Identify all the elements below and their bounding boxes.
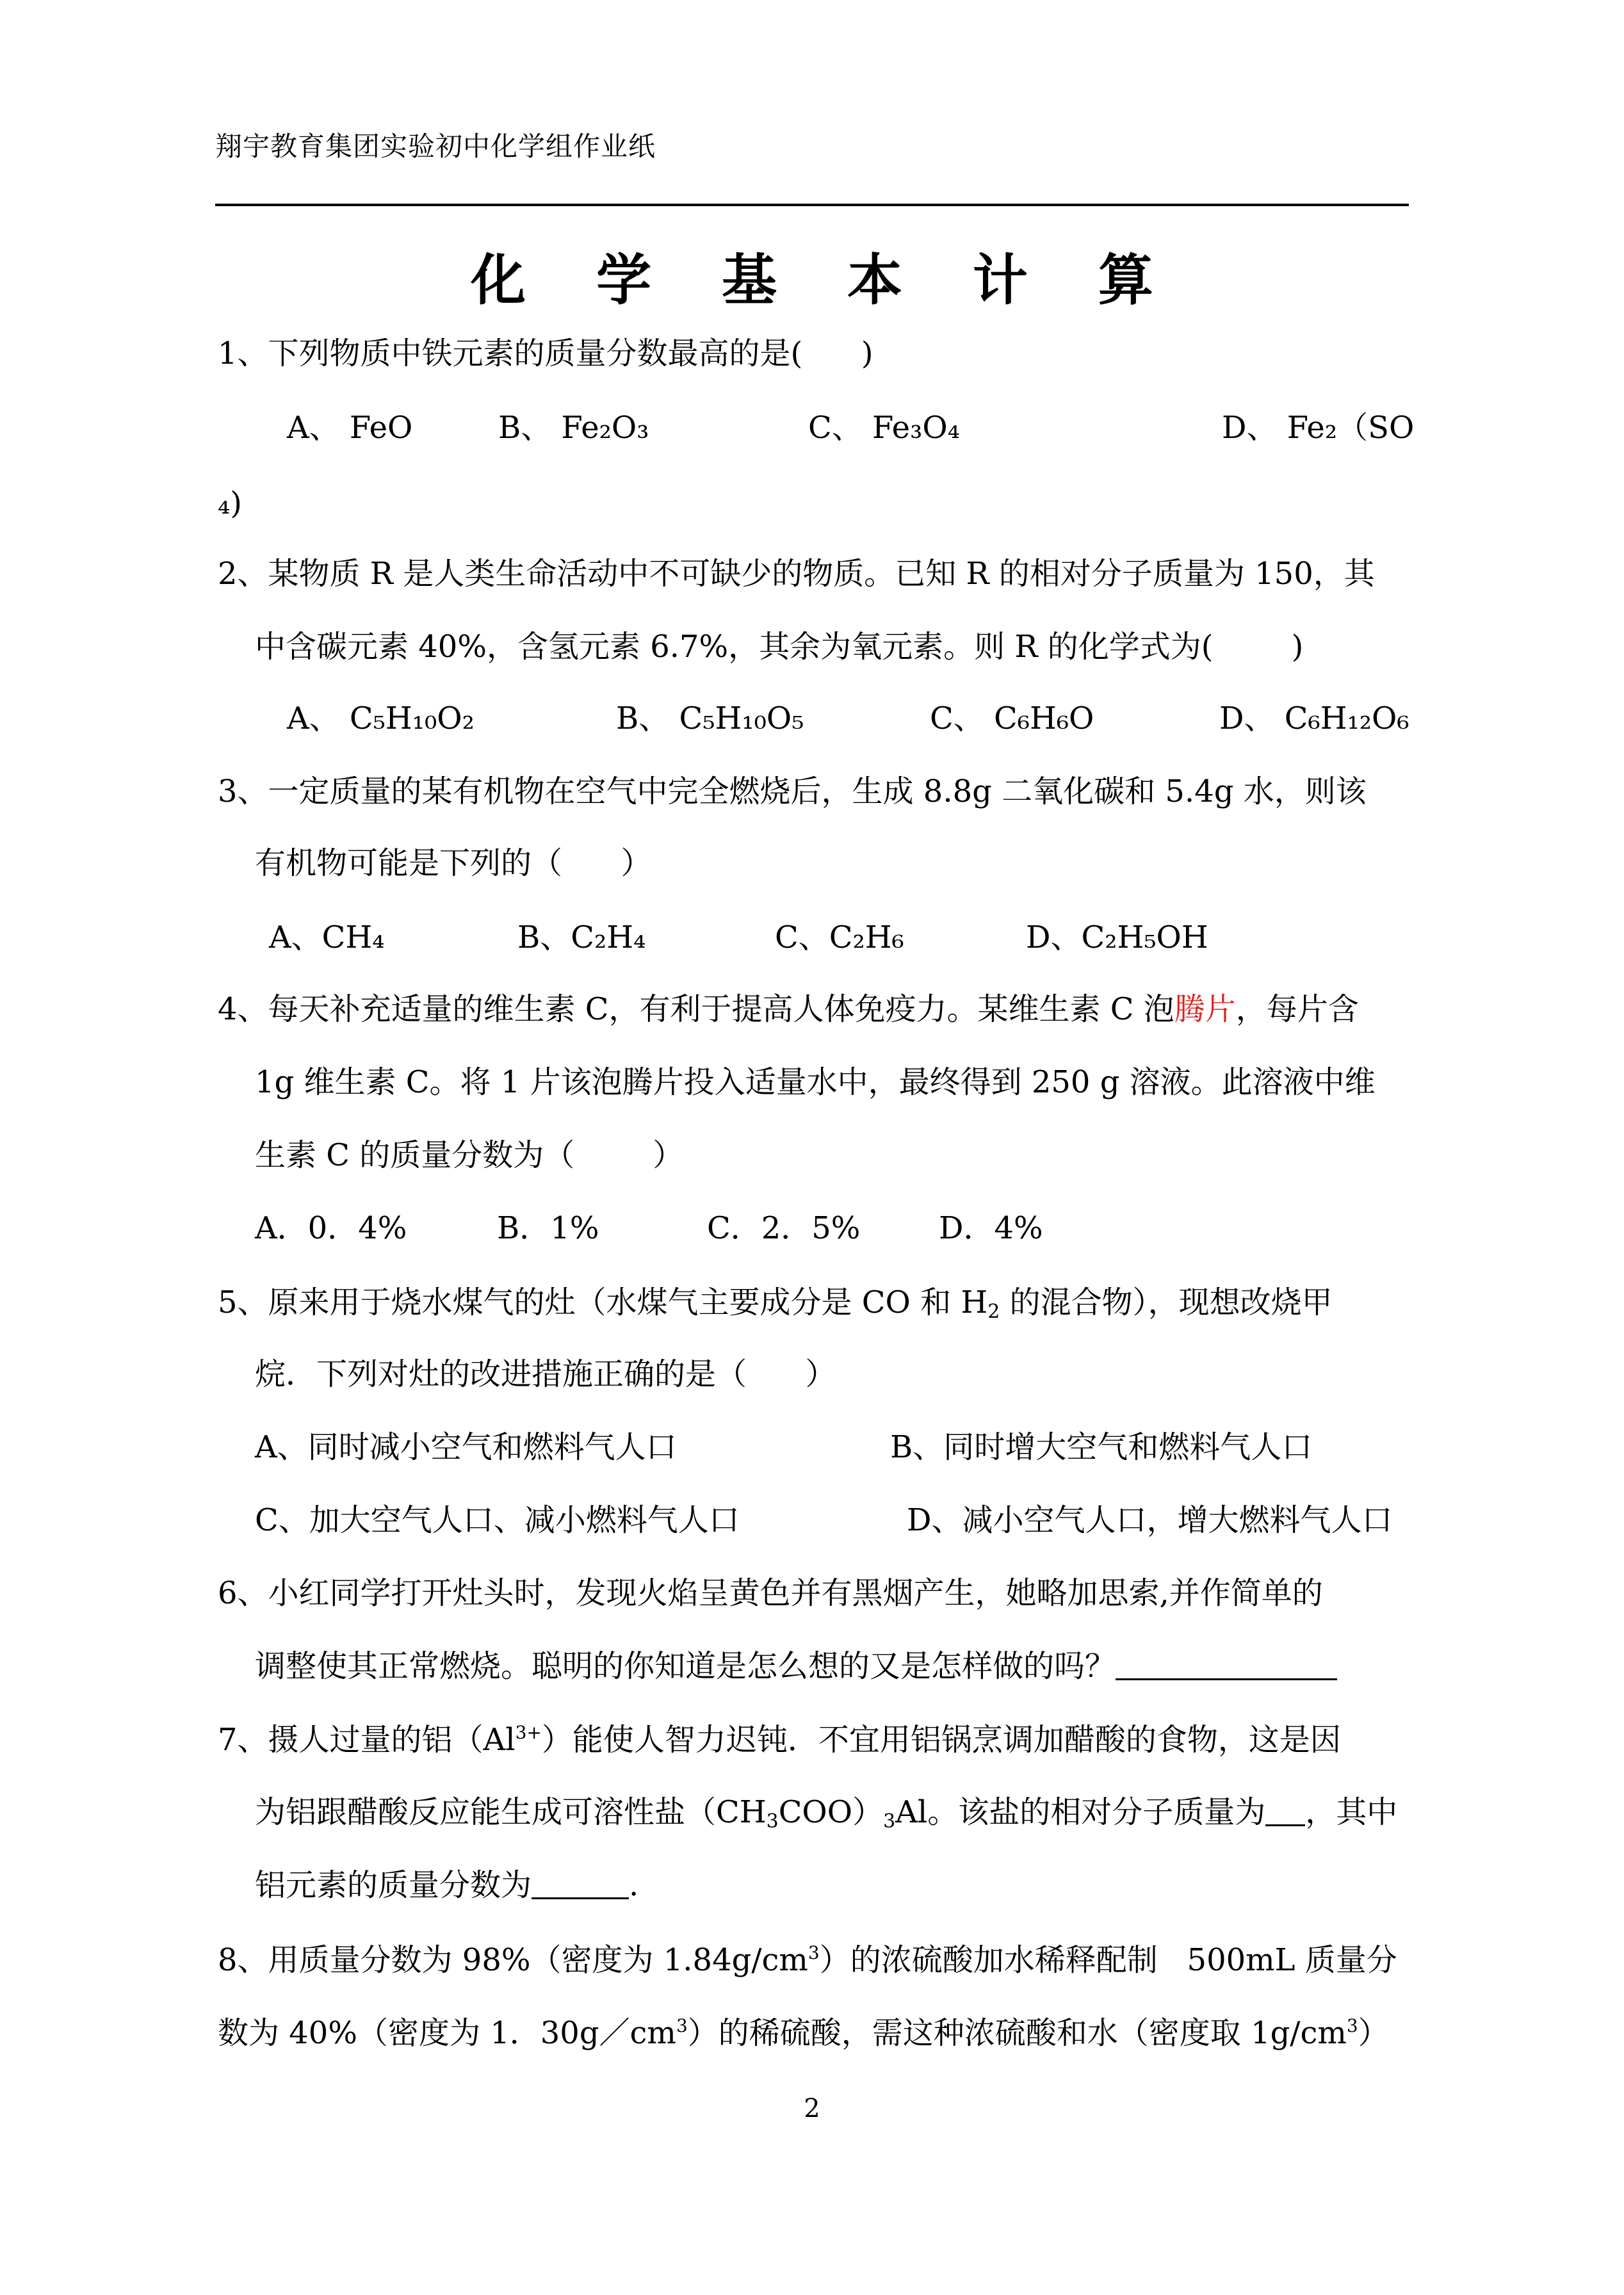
q5-line1-tail: 的混合物），现想改烧甲 (1000, 1285, 1333, 1320)
q8-line2-tail: ） (1358, 2015, 1389, 2051)
page-number: 2 (804, 2094, 820, 2123)
q7-subscript-1: 3 (766, 1810, 779, 1833)
q5-option-d: D、减小空气人口，增大燃料气人口 (907, 1502, 1393, 1538)
q4-line1-tail: ，每片含 (1235, 991, 1359, 1027)
q4-option-a: A．0．4% (255, 1210, 407, 1246)
q1-option-d-wrap: ₄) (218, 485, 242, 521)
q6-line2 (255, 1648, 1337, 1684)
q4-option-b: B．1% (497, 1210, 599, 1246)
q3-line2: 有机物可能是下列的（ ） (255, 845, 652, 881)
q7-superscript: 3+ (515, 1722, 542, 1743)
q6-line2-text: 调整使其正常燃烧。聪明的你知道是怎么想的又是怎样做的吗？ (255, 1648, 1116, 1684)
page-title: 化 学 基 本 计 算 (471, 248, 1179, 312)
q4-line2: 1g 维生素 C。将 1 片该泡腾片投入适量水中，最终得到 250 g 溶液。此溶液中维 (255, 1064, 1376, 1100)
q8-line2 (218, 2015, 1389, 2051)
q8-line2-mid: ）的稀硫酸，需这种浓硫酸和水（密度取 1g/cm (687, 2015, 1347, 2051)
q7-line2-tail: ，其中 (1305, 1794, 1398, 1830)
q1-option-c: C、 Fe₃O₄ (808, 410, 960, 446)
q2-line2: 中含碳元素 40%，含氢元素 6.7%，其余为氧元素。则 R 的化学式为( ) (255, 629, 1304, 665)
q2-line1: 2、某物质 R 是人类生命活动中不可缺少的物质。已知 R 的相对分子质量为 150，其 (218, 556, 1375, 592)
q8-line1-text: 8、用质量分数为 98%（密度为 1.84g/cm (218, 1942, 808, 1978)
q7-line2-mid: COO） (778, 1794, 884, 1830)
q4-option-d: D．4% (939, 1210, 1043, 1246)
q7-line3-tail: . (629, 1867, 639, 1903)
q8-line1 (218, 1942, 1397, 1978)
q8-superscript-2: 3 (676, 2015, 688, 2036)
q1-option-d: D、 Fe₂（SO (1222, 410, 1415, 446)
q3-option-a: A、CH₄ (269, 920, 385, 955)
q8-line2-text: 数为 40%（密度为 1．30g／cm (218, 2015, 676, 2051)
q4-highlight-word: 腾片 (1174, 991, 1236, 1027)
q7-fraction-blank[interactable] (532, 1872, 629, 1899)
q7-line1 (218, 1722, 1341, 1758)
q8-superscript-3: 3 (1346, 2015, 1358, 2036)
header-rule (215, 204, 1409, 206)
q7-line3-text: 铝元素的质量分数为 (255, 1867, 532, 1903)
q8-line1-tail: ）的浓硫酸加水稀释配制 500mL 质量分 (819, 1942, 1397, 1978)
page-header: 翔宇教育集团实验初中化学组作业纸 (215, 131, 656, 162)
q5-option-a: A、同时减小空气和燃料气人口 (255, 1429, 677, 1465)
q5-subscript: 2 (987, 1301, 1000, 1323)
q4-option-c: C．2．5% (707, 1210, 861, 1246)
q8-superscript-1: 3 (808, 1942, 820, 1963)
q1-option-a: A、 FeO (287, 410, 413, 446)
q7-line1-tail: ）能使人智力迟钝．不宜用铝锅烹调加醋酸的食物，这是因 (541, 1722, 1341, 1758)
q7-line3 (255, 1867, 639, 1903)
q7-line2 (255, 1794, 1398, 1833)
q7-subscript-2: 3 (883, 1810, 896, 1833)
q5-line2: 烷．下列对灶的改进措施正确的是（ ） (255, 1356, 836, 1392)
q1-stem: 1、下列物质中铁元素的质量分数最高的是( ) (218, 336, 873, 371)
q2-option-b: B、 C₅H₁₀O₅ (616, 701, 804, 736)
q7-molar-mass-blank[interactable] (1265, 1799, 1305, 1826)
q5-option-b: B、同时增大空气和燃料气人口 (890, 1429, 1313, 1465)
q7-line2-text: 为铝跟醋酸反应能生成可溶性盐（CH (255, 1794, 767, 1830)
q4-line3: 生素 C 的质量分数为（ ） (255, 1137, 684, 1173)
q5-option-c: C、加大空气人口、减小燃料气人口 (255, 1502, 740, 1538)
q3-option-d: D、C₂H₅OH (1026, 920, 1208, 955)
q4-line1 (218, 991, 1359, 1027)
q1-option-b: B、 Fe₂O₃ (498, 410, 649, 446)
q4-line1-text: 4、每天补充适量的维生素 C，有利于提高人体免疫力。某维生素 C 泡 (218, 991, 1174, 1027)
q3-option-c: C、C₂H₆ (775, 920, 904, 955)
q2-option-d: D、 C₆H₁₂O₆ (1219, 701, 1409, 736)
q6-answer-blank[interactable] (1116, 1653, 1337, 1680)
q5-line1-text: 5、原来用于烧水煤气的灶（水煤气主要成分是 CO 和 H (218, 1285, 988, 1320)
q7-line1-text: 7、摄人过量的铝（Al (218, 1722, 516, 1758)
q3-line1: 3、一定质量的某有机物在空气中完全燃烧后，生成 8.8g 二氧化碳和 5.4g 水，则该 (218, 774, 1367, 809)
q3-option-b: B、C₂H₄ (517, 920, 646, 955)
q5-line1 (218, 1287, 1333, 1322)
q7-line2-mid2: Al。该盐的相对分子质量为 (895, 1794, 1266, 1830)
q2-option-a: A、 C₅H₁₀O₂ (287, 701, 475, 736)
q6-line1: 6、小红同学打开灶头时，发现火焰呈黄色并有黑烟产生，她略加思索,并作简单的 (218, 1575, 1323, 1611)
q2-option-c: C、 C₆H₆O (930, 701, 1094, 736)
